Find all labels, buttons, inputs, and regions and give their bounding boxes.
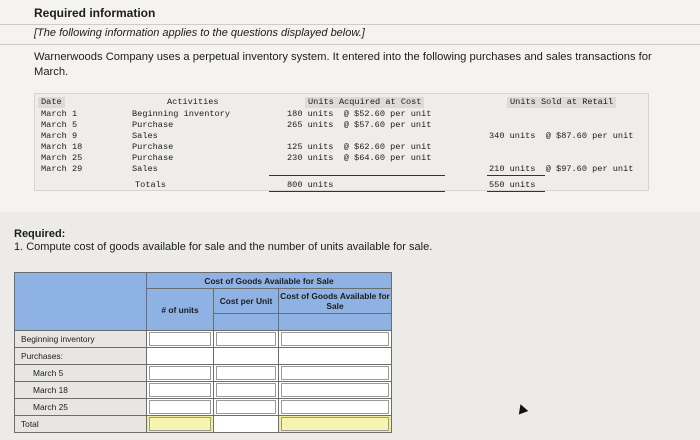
units-input-beginning[interactable]	[147, 331, 214, 348]
total-input-march18[interactable]	[279, 382, 392, 399]
intro-text: Warnerwoods Company uses a perpetual inventory system. It entered into the following purchases and sales transactions for March.	[34, 51, 652, 78]
question-header	[0, 0, 700, 212]
row-date: March 29	[41, 164, 83, 174]
row-activity: Sales	[132, 164, 158, 174]
required-heading: Required:	[14, 228, 66, 240]
row-activity: Purchase	[132, 120, 174, 130]
blank-cell	[214, 416, 279, 433]
row-activity: Purchase	[132, 153, 174, 163]
row-units-acquired: 230 units @ $64.60 per unit	[287, 153, 432, 163]
cogs-table	[14, 272, 392, 433]
cost-input-beginning[interactable]	[214, 331, 279, 348]
row-date: March 18	[41, 142, 83, 152]
row-label-beginning: Beginning inventory	[15, 331, 147, 348]
blank-cell	[279, 348, 392, 365]
divider	[0, 24, 700, 25]
header-date: Date	[38, 97, 65, 108]
instruction-text: [The following information applies to the questions displayed below.]	[34, 27, 365, 39]
header-units-sold: Units Sold at Retail	[507, 97, 616, 108]
row-label-march5: March 5	[15, 365, 147, 382]
acquired-total-rule	[269, 175, 445, 176]
units-input-march18[interactable]	[147, 382, 214, 399]
col-units-header: # of units	[147, 289, 214, 331]
header-blank	[279, 314, 392, 331]
required-question: 1. Compute cost of goods available for sale and the number of units available for sale.	[14, 241, 433, 253]
header-blank	[15, 273, 147, 331]
transactions-table	[34, 93, 649, 191]
total-input-total[interactable]	[279, 416, 392, 433]
row-units-sold: 340 units @ $87.60 per unit	[489, 131, 634, 141]
acquired-total-rule	[269, 191, 445, 192]
divider	[0, 44, 700, 45]
row-units-acquired: 180 units @ $52.60 per unit	[287, 109, 432, 119]
required-info-title: Required information	[34, 6, 156, 20]
row-label-total: Total	[15, 416, 147, 433]
total-input-beginning[interactable]	[279, 331, 392, 348]
units-input-march5[interactable]	[147, 365, 214, 382]
cost-input-march25[interactable]	[214, 399, 279, 416]
row-date: March 1	[41, 109, 78, 119]
cost-input-march18[interactable]	[214, 382, 279, 399]
total-input-march25[interactable]	[279, 399, 392, 416]
row-label-purchases: Purchases:	[15, 348, 147, 365]
row-units-acquired: 125 units @ $62.60 per unit	[287, 142, 432, 152]
row-activity: Sales	[132, 131, 158, 141]
header-blank	[214, 314, 279, 331]
row-activity: Purchase	[132, 142, 174, 152]
row-units-sold: 210 units @ $97.60 per unit	[489, 164, 634, 174]
header-activities: Activities	[167, 97, 219, 107]
row-date: March 5	[41, 120, 78, 130]
units-input-march25[interactable]	[147, 399, 214, 416]
total-units-acquired: 800 units	[287, 180, 334, 190]
sold-total-rule	[487, 191, 545, 192]
units-input-total[interactable]	[147, 416, 214, 433]
total-input-march5[interactable]	[279, 365, 392, 382]
blank-cell	[147, 348, 214, 365]
cost-input-march5[interactable]	[214, 365, 279, 382]
row-units-acquired: 265 units @ $57.60 per unit	[287, 120, 432, 130]
blank-cell	[214, 348, 279, 365]
col-total-header: Cost of Goods Available for Sale	[279, 289, 392, 314]
row-date: March 25	[41, 153, 83, 163]
col-cost-header: Cost per Unit	[214, 289, 279, 314]
total-units-sold: 550 units	[489, 180, 536, 190]
totals-label: Totals	[135, 180, 166, 190]
mouse-cursor-icon	[516, 403, 528, 415]
sold-total-rule	[487, 175, 545, 176]
cogs-title: Cost of Goods Available for Sale	[147, 273, 392, 289]
header-units-acquired: Units Acquired at Cost	[305, 97, 424, 108]
row-label-march18: March 18	[15, 382, 147, 399]
row-date: March 9	[41, 131, 78, 141]
row-label-march25: March 25	[15, 399, 147, 416]
row-activity: Beginning inventory	[132, 109, 230, 119]
